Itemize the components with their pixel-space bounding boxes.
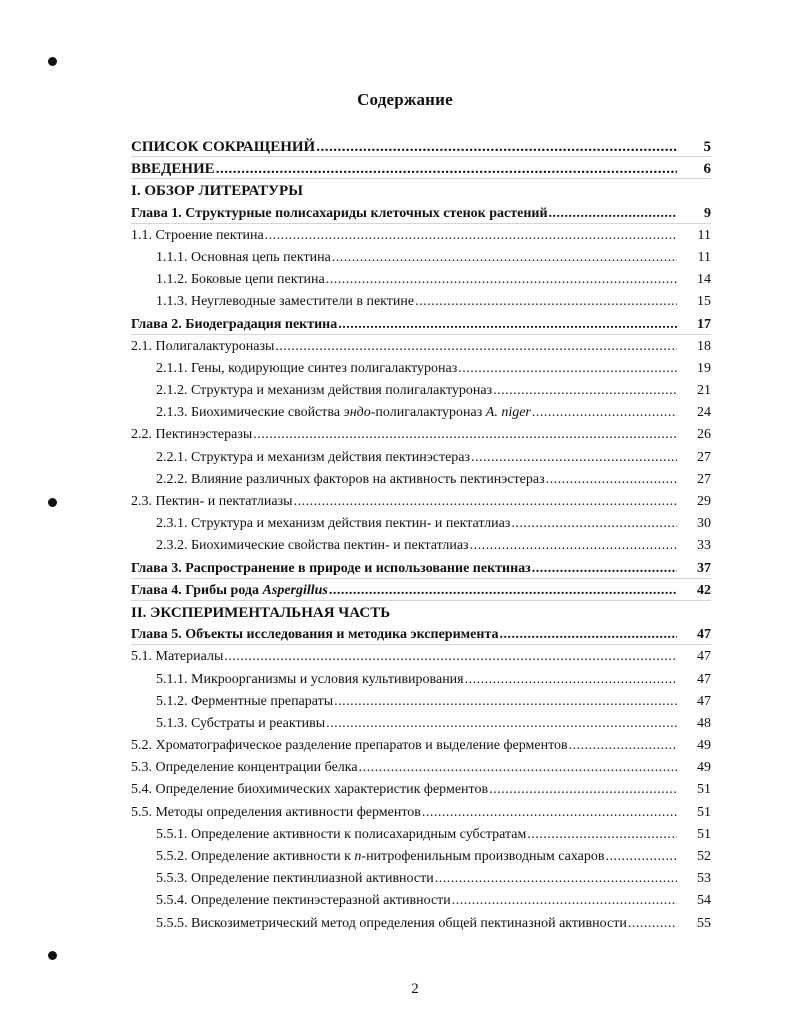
toc-entry-page: 47 bbox=[697, 693, 711, 709]
toc-leader-dots bbox=[458, 358, 677, 380]
toc-entry-label: 5.1.2. Ферментные препараты bbox=[156, 693, 334, 709]
toc-entry-page: 47 bbox=[697, 671, 711, 687]
toc-leader-dots bbox=[224, 646, 677, 668]
toc-entry-page: 17 bbox=[697, 316, 711, 332]
toc-entry-label: 5.4. Определение биохимических характеристик ферментов bbox=[131, 782, 489, 798]
toc-entry-page: 42 bbox=[697, 582, 711, 598]
toc-entry-label: Глава 2. Биодеградация пектина bbox=[131, 316, 338, 332]
toc-entry[interactable] bbox=[131, 336, 711, 358]
toc-entry[interactable] bbox=[131, 669, 711, 691]
toc-leader-dots bbox=[527, 824, 677, 846]
toc-entry[interactable] bbox=[131, 358, 711, 380]
toc-leader-dots bbox=[326, 269, 677, 291]
toc-entry[interactable] bbox=[131, 824, 711, 846]
toc-entry-label: 1.1.1. Основная цепь пектина bbox=[156, 249, 331, 265]
toc-leader-dots bbox=[500, 624, 678, 646]
toc-entry-label: Глава 3. Распространение в природе и использование пектиназ bbox=[131, 560, 531, 576]
toc-entry[interactable] bbox=[131, 602, 711, 624]
toc-entry-label: 2.1. Полигалактуроназы bbox=[131, 338, 275, 354]
toc-entry-page: 6 bbox=[703, 161, 711, 178]
toc-leader-dots bbox=[452, 890, 677, 912]
toc-entry-label: 5.5.2. Определение активности к n-нитрофенильным производным сахаров bbox=[156, 849, 605, 864]
toc-leader-dots bbox=[465, 669, 677, 691]
toc-entry-page: 14 bbox=[697, 272, 711, 288]
toc-entry-page: 51 bbox=[697, 826, 711, 842]
toc-entry-page: 54 bbox=[697, 893, 711, 909]
toc-entry[interactable] bbox=[131, 424, 711, 446]
toc-entry[interactable] bbox=[131, 846, 711, 868]
toc-entry[interactable] bbox=[131, 779, 711, 801]
toc-entry-label: 2.3.1. Структура и механизм действия пектин- и пектатлиаз bbox=[156, 516, 511, 532]
toc-entry-label: 1.1.3. Неуглеводные заместители в пектине bbox=[156, 294, 415, 310]
toc-entry[interactable] bbox=[131, 402, 711, 424]
toc-entry-page: 52 bbox=[697, 849, 711, 864]
toc-leader-dots bbox=[316, 136, 677, 158]
toc-entry-label: 5.5.3. Определение пектинлиазной активности bbox=[156, 871, 434, 887]
toc-entry-page: 47 bbox=[697, 627, 711, 643]
toc-entry[interactable] bbox=[131, 225, 711, 247]
toc-entry-label: 2.2. Пектинэстеразы bbox=[131, 427, 253, 443]
toc-entry-page: 15 bbox=[697, 294, 711, 310]
toc-entry-page: 9 bbox=[704, 205, 711, 221]
toc-entry[interactable] bbox=[131, 158, 711, 180]
toc-entry-page: 49 bbox=[697, 760, 711, 776]
toc-entry[interactable] bbox=[131, 291, 711, 313]
toc-entry-label: 2.3.2. Биохимические свойства пектин- и пектатлиаз bbox=[156, 538, 469, 554]
page-title: Содержание bbox=[357, 90, 453, 109]
toc-entry-page: 55 bbox=[697, 915, 711, 931]
toc-entry[interactable] bbox=[131, 802, 711, 824]
toc-entry-label: 5.1.1. Микроорганизмы и условия культивирования bbox=[156, 671, 464, 687]
toc-entry-label: 5.2. Хроматографическое разделение препаратов и выделение ферментов bbox=[131, 738, 568, 754]
toc-leader-dots bbox=[294, 491, 677, 513]
toc-leader-dots bbox=[470, 535, 677, 557]
toc-entry-label: 2.2.1. Структура и механизм действия пектинэстераз bbox=[156, 449, 471, 465]
toc-entry-page: 11 bbox=[697, 227, 711, 243]
toc-entry-label: 2.1.1. Гены, кодирующие синтез полигалактуроназ bbox=[156, 360, 458, 376]
toc-leader-dots bbox=[569, 735, 677, 757]
toc-entry[interactable] bbox=[131, 513, 711, 535]
toc-leader-dots bbox=[415, 291, 677, 313]
toc-entry-page: 30 bbox=[697, 516, 711, 532]
toc-entry[interactable] bbox=[131, 757, 711, 779]
punch-hole-bottom bbox=[48, 951, 57, 960]
toc-entry-page: 48 bbox=[697, 715, 711, 731]
toc-leader-dots bbox=[329, 580, 677, 602]
toc-leader-dots bbox=[265, 225, 677, 247]
toc-entry[interactable] bbox=[131, 269, 711, 291]
toc-entry[interactable] bbox=[131, 913, 711, 935]
toc-entry-page: 53 bbox=[697, 871, 711, 887]
toc-leader-dots bbox=[334, 691, 677, 713]
punch-hole-top bbox=[48, 57, 57, 66]
toc-entry-page: 18 bbox=[697, 338, 711, 354]
page-number: 2 bbox=[411, 981, 419, 997]
toc-entry-label: 2.3. Пектин- и пектатлиазы bbox=[131, 494, 293, 509]
toc-leader-dots bbox=[549, 203, 677, 225]
toc-entry-label: 5.1. Материалы bbox=[131, 649, 224, 665]
table-of-contents bbox=[131, 136, 711, 935]
toc-entry[interactable] bbox=[131, 558, 711, 580]
toc-entry-label: I. ОБЗОР ЛИТЕРАТУРЫ bbox=[131, 183, 303, 200]
toc-leader-dots bbox=[489, 779, 677, 801]
toc-entry-page: 49 bbox=[697, 738, 711, 754]
toc-leader-dots bbox=[493, 380, 677, 402]
toc-entry-page: 51 bbox=[697, 804, 711, 820]
toc-entry[interactable] bbox=[131, 535, 711, 557]
toc-entry-page: 21 bbox=[697, 383, 711, 399]
toc-entry[interactable] bbox=[131, 646, 711, 668]
toc-leader-dots bbox=[605, 846, 677, 868]
toc-entry[interactable] bbox=[131, 314, 711, 336]
toc-entry-label: 5.5.5. Вискозиметрический метод определения общей пектиназной активности bbox=[156, 915, 627, 931]
toc-entry-page: 29 bbox=[697, 494, 711, 509]
punch-hole-middle bbox=[48, 498, 57, 507]
toc-entry[interactable] bbox=[131, 713, 711, 735]
toc-entry[interactable] bbox=[131, 691, 711, 713]
toc-entry-page: 5 bbox=[703, 139, 711, 155]
toc-leader-dots bbox=[326, 713, 677, 735]
toc-leader-dots bbox=[359, 757, 677, 779]
toc-entry[interactable] bbox=[131, 890, 711, 912]
toc-entry[interactable] bbox=[131, 180, 711, 202]
toc-leader-dots bbox=[253, 424, 677, 446]
toc-entry-label: Глава 5. Объекты исследования и методика эксперимента bbox=[131, 627, 499, 643]
toc-entry-label: 2.1.2. Структура и механизм действия полигалактуроназ bbox=[156, 383, 493, 399]
toc-entry-page: 51 bbox=[697, 782, 711, 798]
toc-entry-label: 2.2.2. Влияние различных факторов на активность пектинэстераз bbox=[156, 471, 545, 487]
toc-entry-label: 5.5. Методы определения активности ферментов bbox=[131, 804, 421, 820]
toc-entry-page: 47 bbox=[697, 649, 711, 665]
toc-leader-dots bbox=[275, 336, 677, 358]
toc-entry-label: 2.1.3. Биохимические свойства эндо-полигалактуроназ A. niger bbox=[156, 405, 531, 421]
toc-entry-page: 33 bbox=[697, 538, 711, 554]
toc-entry-page: 27 bbox=[697, 471, 711, 487]
toc-entry[interactable] bbox=[131, 203, 711, 225]
toc-entry-page: 26 bbox=[697, 427, 711, 443]
toc-leader-dots bbox=[532, 402, 677, 424]
toc-leader-dots bbox=[435, 868, 677, 890]
toc-entry[interactable] bbox=[131, 247, 711, 269]
toc-entry[interactable] bbox=[131, 624, 711, 646]
toc-entry[interactable] bbox=[131, 380, 711, 402]
toc-entry-label: Глава 1. Структурные полисахариды клеточных стенок растений bbox=[131, 205, 548, 221]
toc-entry-label: 1.1.2. Боковые цепи пектина bbox=[156, 272, 325, 288]
toc-entry-label: 1.1. Строение пектина bbox=[131, 227, 264, 243]
toc-entry-label: Глава 4. Грибы рода Aspergillus bbox=[131, 582, 328, 598]
toc-entry-page: 37 bbox=[697, 560, 711, 576]
toc-entry[interactable] bbox=[131, 735, 711, 757]
toc-entry-label: 5.5.1. Определение активности к полисахаридным субстратам bbox=[156, 826, 527, 842]
toc-entry-label: 5.5.4. Определение пектинэстеразной активности bbox=[156, 893, 451, 909]
toc-entry-label: СПИСОК СОКРАЩЕНИЙ bbox=[131, 139, 316, 155]
toc-leader-dots bbox=[532, 558, 677, 580]
toc-entry-page: 27 bbox=[697, 449, 711, 465]
toc-entry-label: ВВЕДЕНИЕ bbox=[131, 161, 215, 178]
toc-entry[interactable] bbox=[131, 491, 711, 513]
toc-entry-page: 24 bbox=[697, 405, 711, 421]
toc-entry-page: 11 bbox=[697, 249, 711, 265]
toc-entry[interactable] bbox=[131, 469, 711, 491]
toc-leader-dots bbox=[338, 314, 677, 336]
toc-entry-label: II. ЭКСПЕРИМЕНТАЛЬНАЯ ЧАСТЬ bbox=[131, 604, 391, 621]
toc-leader-dots bbox=[332, 247, 677, 269]
toc-entry-label: 5.3. Определение концентрации белка bbox=[131, 760, 358, 776]
toc-leader-dots bbox=[422, 802, 677, 824]
toc-entry[interactable] bbox=[131, 868, 711, 890]
toc-entry[interactable] bbox=[131, 447, 711, 469]
toc-leader-dots bbox=[546, 469, 677, 491]
toc-leader-dots bbox=[471, 447, 677, 469]
toc-leader-dots bbox=[511, 513, 677, 535]
toc-leader-dots bbox=[628, 913, 677, 935]
toc-leader-dots bbox=[216, 158, 677, 180]
toc-entry-label: 5.1.3. Субстраты и реактивы bbox=[156, 715, 326, 731]
toc-entry[interactable] bbox=[131, 580, 711, 602]
toc-entry[interactable] bbox=[131, 136, 711, 158]
toc-entry-page: 19 bbox=[697, 360, 711, 376]
